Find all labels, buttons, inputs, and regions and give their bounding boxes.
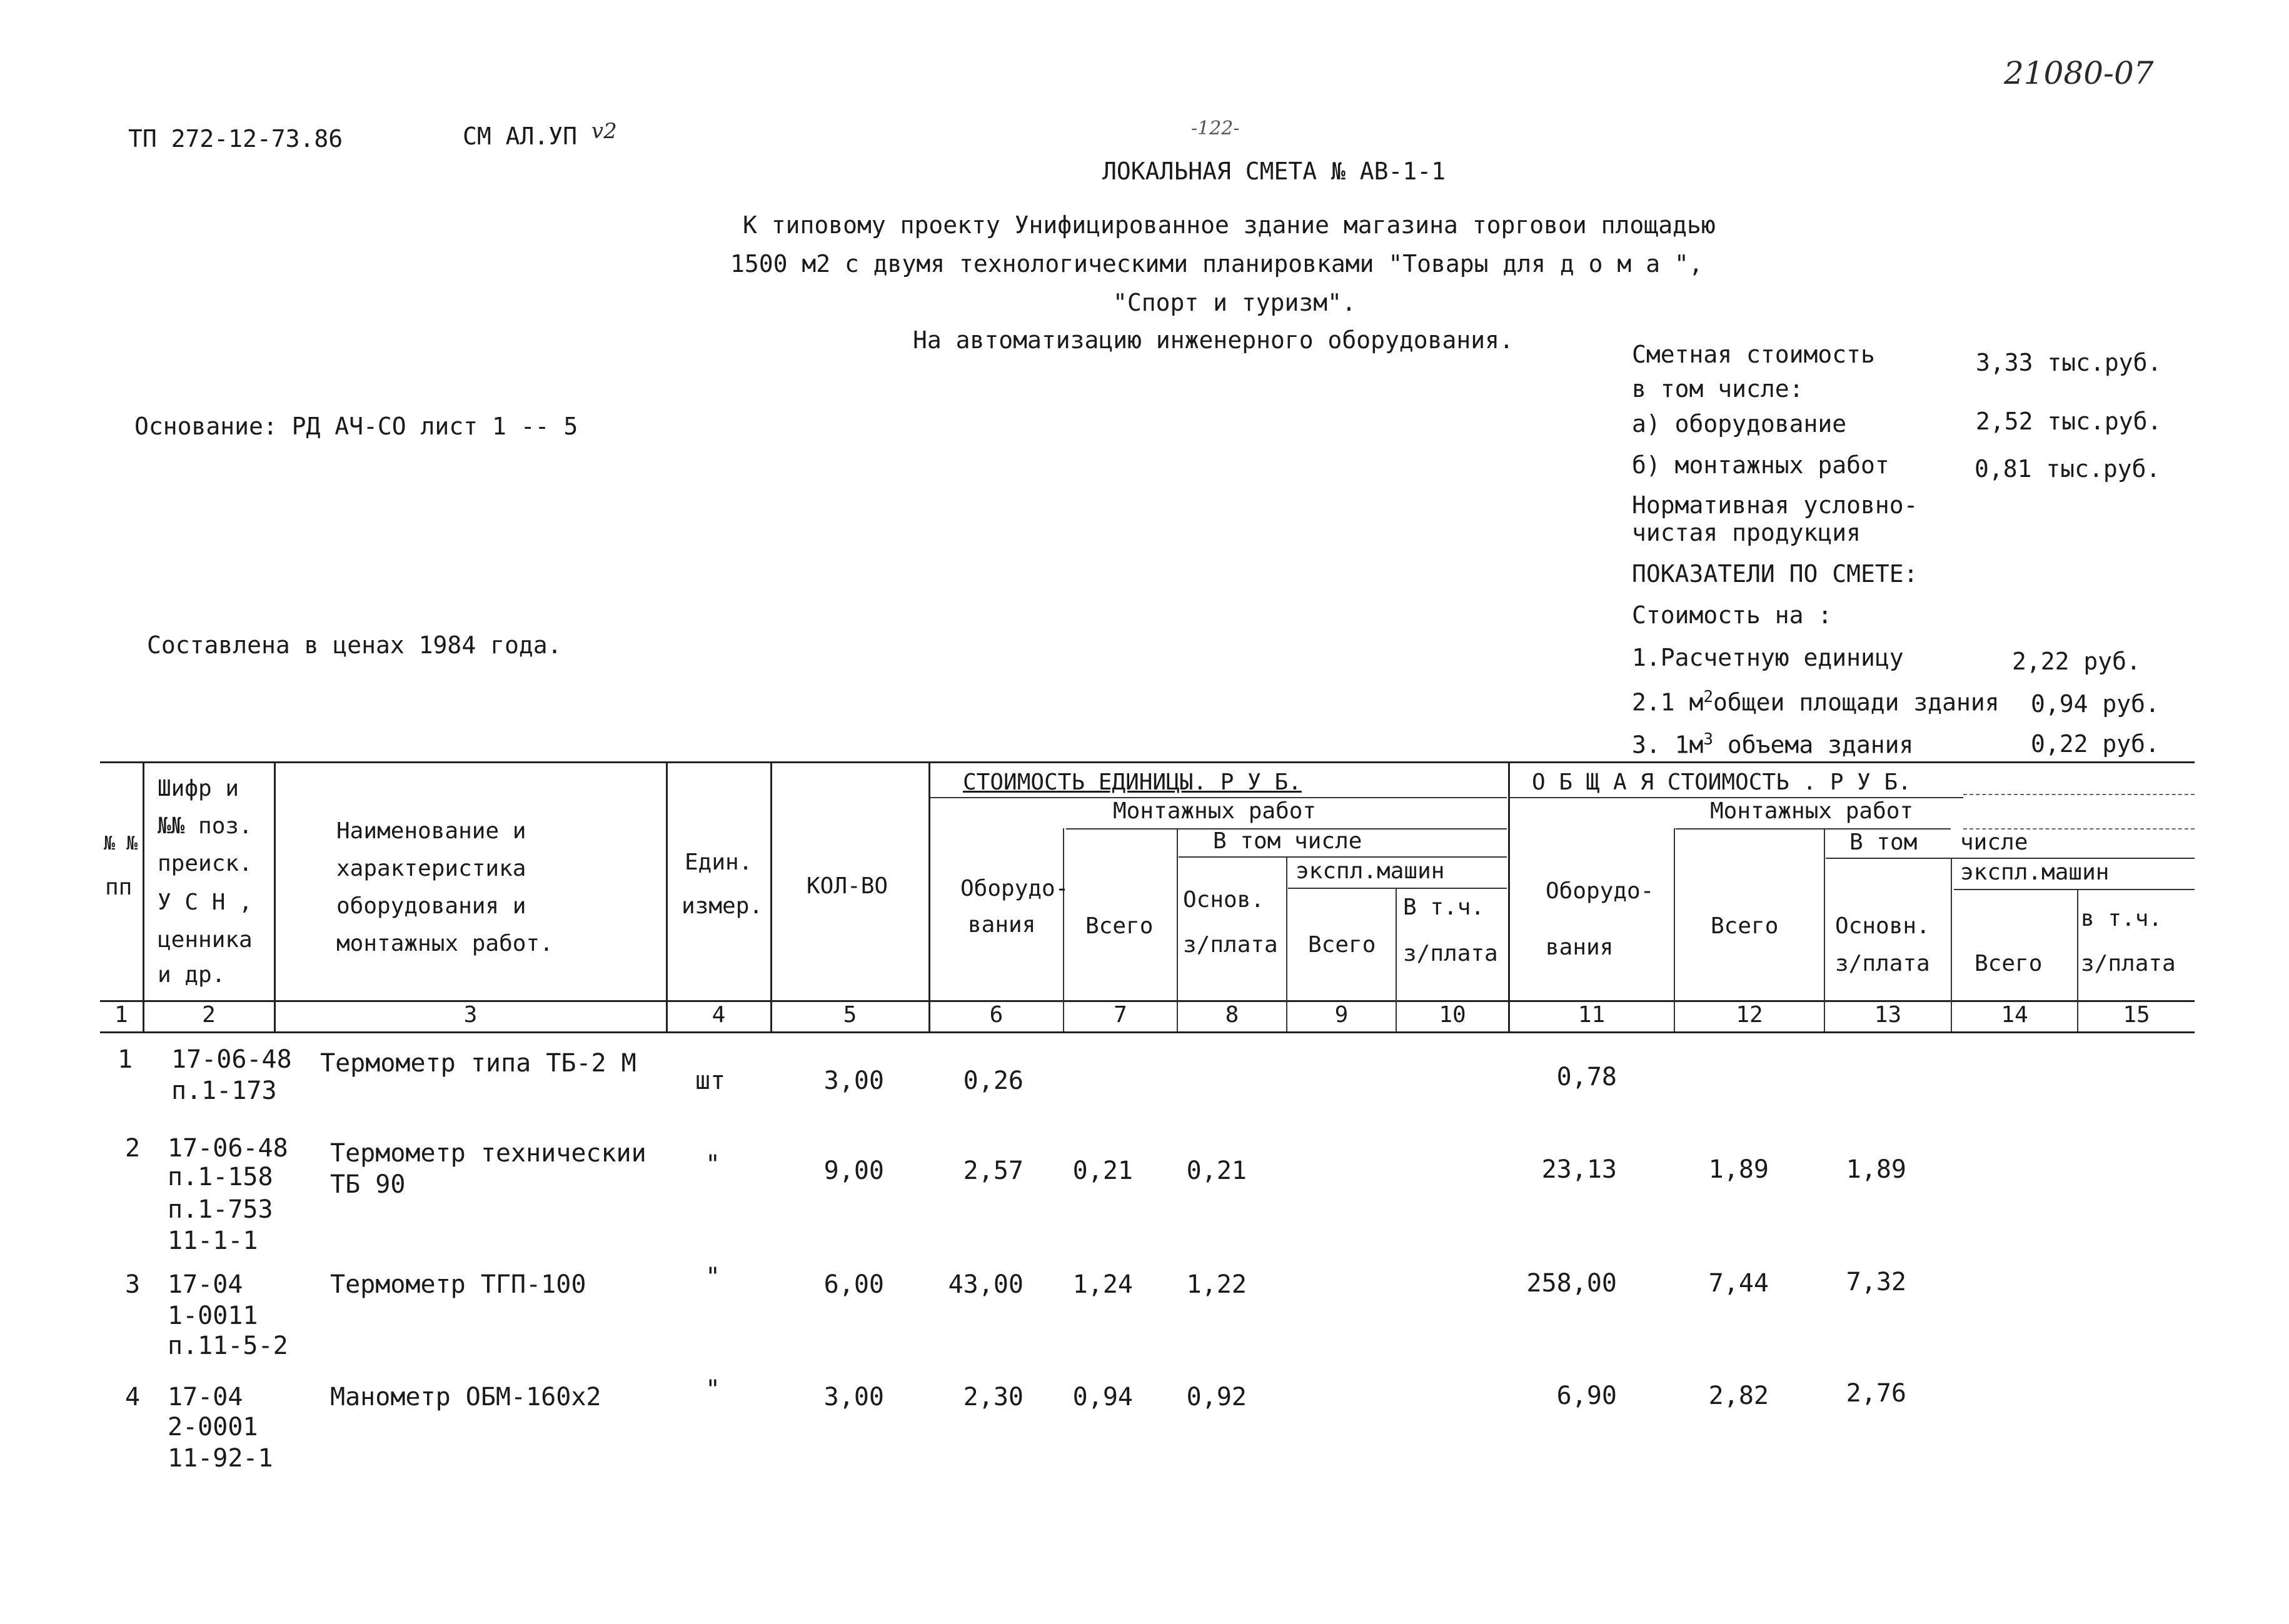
row-name-line: ТБ 90 xyxy=(330,1170,406,1199)
h-col2-line2: №№ поз. xyxy=(158,813,253,839)
row-qty: 9,00 xyxy=(823,1156,884,1185)
subtitle-line-4: На автоматизацию инженерного оборудования. xyxy=(913,326,1514,354)
h-general-cost: О Б Щ А Я СТОИМОСТЬ . Р У Б. xyxy=(1532,769,1911,795)
col-num-7: 7 xyxy=(1114,1002,1127,1028)
h-basic-wage2-line1: Основн. xyxy=(1835,913,1930,939)
col-sep-2 xyxy=(274,763,276,1031)
subtitle-line-3: "Спорт и туризм". xyxy=(1113,289,1356,316)
subtitle-line-2: 1500 м2 с двумя технологическими планировками "Товары для д о м а ", xyxy=(730,250,1703,278)
row-code-line: 11-92-1 xyxy=(168,1444,273,1473)
row-code-line: 17-04 xyxy=(168,1270,243,1299)
h-equip2-line1: Оборудо- xyxy=(1546,878,1654,904)
row-mount: 0,21 xyxy=(1072,1156,1133,1185)
h-col3-line2: характеристика xyxy=(336,856,526,881)
row-equip-total: 23,13 xyxy=(1541,1155,1617,1184)
cost-per-label: Стоимость на : xyxy=(1632,601,1833,629)
row-code-line: п.1-173 xyxy=(171,1076,277,1105)
norm-line-1: Нормативная условно- xyxy=(1632,491,1918,519)
page-mark: -122- xyxy=(1191,118,1240,139)
row-mount: 0,94 xyxy=(1072,1383,1133,1411)
sm-code xyxy=(463,119,617,150)
h-col2-line1: Шифр и xyxy=(158,776,239,801)
row-unit: шт xyxy=(695,1066,726,1095)
col-num-11: 11 xyxy=(1577,1002,1606,1028)
incl-label: в том числе: xyxy=(1632,375,1804,403)
indicator-2-value: 0,94 руб. xyxy=(2031,690,2160,718)
col-sep-5 xyxy=(928,763,930,1031)
indicator-2-label-b: общеи площади здания xyxy=(1713,688,2000,716)
basis: Основание: РД АЧ-СО лист 1 -- 5 xyxy=(134,413,578,440)
h-basic-wage-line1: Основ. xyxy=(1183,887,1265,913)
row-wage: 0,92 xyxy=(1186,1383,1247,1411)
row-equip: 2,57 xyxy=(963,1156,1024,1185)
row-code-line: 17-06-48 xyxy=(168,1134,288,1163)
cost-label: Сметная стоимость xyxy=(1632,341,1875,368)
h-col2-line4: У С Н , xyxy=(158,890,253,915)
h-col2-line3: преиск. xyxy=(158,851,253,876)
row-number: 1 xyxy=(118,1045,133,1074)
h-equip-line1: Оборудо- xyxy=(960,876,1069,901)
row-unit: " xyxy=(705,1375,721,1404)
h-col1-line2: пп xyxy=(105,875,133,900)
row-mount: 1,24 xyxy=(1072,1270,1133,1299)
row-code-line: 11-1-1 xyxy=(168,1226,258,1255)
h-col4-line2: измер. xyxy=(682,893,763,919)
row-number: 3 xyxy=(125,1270,141,1299)
col-num-9: 9 xyxy=(1334,1002,1349,1028)
row-equip-total: 0,78 xyxy=(1556,1063,1617,1091)
h-total-3: Всего xyxy=(1975,951,2043,976)
mount-value: 0,81 тыс.руб. xyxy=(1975,455,2161,483)
row-wage: 0,21 xyxy=(1186,1156,1247,1185)
indicator-2-label-a: 2.1 м xyxy=(1632,688,1704,716)
h-basic-wage-line2: з/плата xyxy=(1183,932,1278,958)
row-name-line: Термометр типа ТБ-2 М xyxy=(320,1049,636,1078)
col-num-4: 4 xyxy=(712,1002,726,1028)
norm-line-2: чистая продукция xyxy=(1632,519,1861,546)
equip-label: а) оборудование xyxy=(1632,410,1847,438)
row-qty: 6,00 xyxy=(823,1270,884,1299)
col-sep-1 xyxy=(143,763,144,1031)
indicator-3-label-a: 3. 1м xyxy=(1632,731,1704,759)
row-wage: 1,22 xyxy=(1186,1270,1247,1299)
indicator-2-label xyxy=(1632,688,2000,716)
sm-code-text: СМ АЛ.УП xyxy=(463,123,578,150)
row-mount-total: 2,82 xyxy=(1708,1381,1769,1410)
archive-stamp: 21080-07 xyxy=(2004,55,2154,91)
row-equip-total: 258,00 xyxy=(1526,1269,1617,1298)
h-col3-line1: Наименование и xyxy=(336,818,526,844)
h-col3-line3: оборудования и xyxy=(336,893,526,919)
document-title: ЛОКАЛЬНАЯ СМЕТА № АВ-1-1 xyxy=(1102,158,1446,185)
col-num-6: 6 xyxy=(989,1002,1004,1028)
mount-label: б) монтажных работ xyxy=(1632,451,1889,479)
h-expl-2: экспл.машин xyxy=(1960,860,2110,885)
row-number: 4 xyxy=(125,1383,141,1411)
col-num-3: 3 xyxy=(463,1002,478,1028)
row-wage-total: 7,32 xyxy=(1846,1268,1906,1296)
row-wage-total: 1,89 xyxy=(1846,1155,1906,1184)
col-num-2: 2 xyxy=(202,1002,216,1028)
row-code-line: 17-04 xyxy=(168,1383,243,1411)
row-code-line: 2-0001 xyxy=(168,1413,258,1441)
h-incl-wage2-line1: в т.ч. xyxy=(2081,906,2163,931)
col-num-13: 13 xyxy=(1874,1002,1902,1028)
row-qty: 3,00 xyxy=(823,1066,884,1095)
h-col4-line1: Един. xyxy=(685,850,753,875)
indicator-1-label: 1.Расчетную единицу xyxy=(1632,644,1904,671)
col-num-8: 8 xyxy=(1225,1002,1239,1028)
table-top-rule xyxy=(100,761,2195,763)
row-unit: " xyxy=(705,1150,721,1179)
h-col2-line6: и др. xyxy=(158,962,226,988)
h-incl-2b: числе xyxy=(1960,830,2028,855)
indicator-1-value: 2,22 руб. xyxy=(2012,648,2141,675)
h-incl-wage-line2: з/плата xyxy=(1403,941,1498,966)
col-num-14: 14 xyxy=(2001,1002,2028,1028)
prices-year: Составлена в ценах 1984 года. xyxy=(147,631,562,659)
col-num-12: 12 xyxy=(1736,1002,1763,1028)
row-code-line: п.1-158 xyxy=(168,1163,273,1191)
row-unit: " xyxy=(705,1263,721,1291)
row-code-line: п.11-5-2 xyxy=(168,1331,288,1360)
equip-value: 2,52 тыс.руб. xyxy=(1976,408,2162,435)
row-name-line: Термометр ТГП-100 xyxy=(330,1270,586,1299)
row-mount-total: 1,89 xyxy=(1708,1155,1769,1184)
h-equip-line2: вания xyxy=(968,912,1036,938)
indicator-3-sup: 3 xyxy=(1703,730,1714,749)
h-incl-wage-line1: В т.ч. xyxy=(1403,895,1485,920)
col-sep-4 xyxy=(770,763,772,1031)
h-incl-2a: В том xyxy=(1849,830,1918,855)
row-number: 2 xyxy=(125,1134,141,1163)
row-name-line: Манометр ОБМ-160х2 xyxy=(330,1383,601,1411)
project-code: ТП 272-12-73.86 xyxy=(128,125,343,153)
row-equip: 0,26 xyxy=(963,1066,1024,1095)
h-col1-line1: № № xyxy=(104,833,138,855)
row-equip: 43,00 xyxy=(948,1270,1024,1299)
h-expl: экспл.машин xyxy=(1295,858,1445,884)
h-equip2-line2: вания xyxy=(1546,935,1614,960)
row-equip-total: 6,90 xyxy=(1556,1381,1617,1410)
indicator-3-label xyxy=(1632,730,1913,759)
table-top-dash xyxy=(1963,794,2195,795)
col-sep-10 xyxy=(1508,763,1510,1031)
h-mount-works: Монтажных работ xyxy=(1113,798,1317,824)
sm-code-mark: v2 xyxy=(591,119,617,144)
h-total: Всего xyxy=(1085,913,1154,939)
row-name-line: Термометр техническии xyxy=(330,1139,646,1168)
h-col3-line4: монтажных работ. xyxy=(336,931,553,956)
col-num-5: 5 xyxy=(843,1002,857,1028)
h-unit-cost: СТОИМОСТЬ ЕДИНИЦЫ. Р У Б. xyxy=(963,769,1302,795)
h-col2-line5: ценника xyxy=(158,927,253,953)
row-code-line: 1-0011 xyxy=(168,1301,258,1330)
h-incl: В том числе xyxy=(1213,828,1362,854)
row-wage-total: 2,76 xyxy=(1846,1379,1906,1408)
indicator-3-label-b: объема здания xyxy=(1713,731,1914,759)
h-expl-total: Всего xyxy=(1308,932,1376,958)
h-basic-wage2-line2: з/плата xyxy=(1835,951,1930,976)
row-equip: 2,30 xyxy=(963,1383,1024,1411)
col-sep-3 xyxy=(666,763,668,1031)
row-qty: 3,00 xyxy=(823,1383,884,1411)
col-num-1: 1 xyxy=(114,1002,128,1028)
indicators-heading: ПОКАЗАТЕЛИ ПО СМЕТЕ: xyxy=(1632,560,1918,588)
h-incl-wage2-line2: з/плата xyxy=(2081,951,2176,976)
subtitle-line-1: К типовому проекту Унифицированное здание магазина торговои площадью xyxy=(743,211,1716,239)
col-num-15: 15 xyxy=(2123,1002,2150,1028)
row-code-line: п.1-753 xyxy=(168,1195,273,1224)
indicator-2-sup: 2 xyxy=(1703,688,1714,706)
h-col5: КОЛ-ВО xyxy=(807,873,888,899)
h-mount-works-2: Монтажных работ xyxy=(1710,798,1914,824)
col-num-10: 10 xyxy=(1439,1002,1466,1028)
h-total-2: Всего xyxy=(1711,913,1779,939)
row-mount-total: 7,44 xyxy=(1708,1269,1769,1298)
row-code-line: 17-06-48 xyxy=(171,1045,292,1074)
cost-value: 3,33 тыс.руб. xyxy=(1976,349,2162,376)
indicator-3-value: 0,22 руб. xyxy=(2031,730,2160,758)
